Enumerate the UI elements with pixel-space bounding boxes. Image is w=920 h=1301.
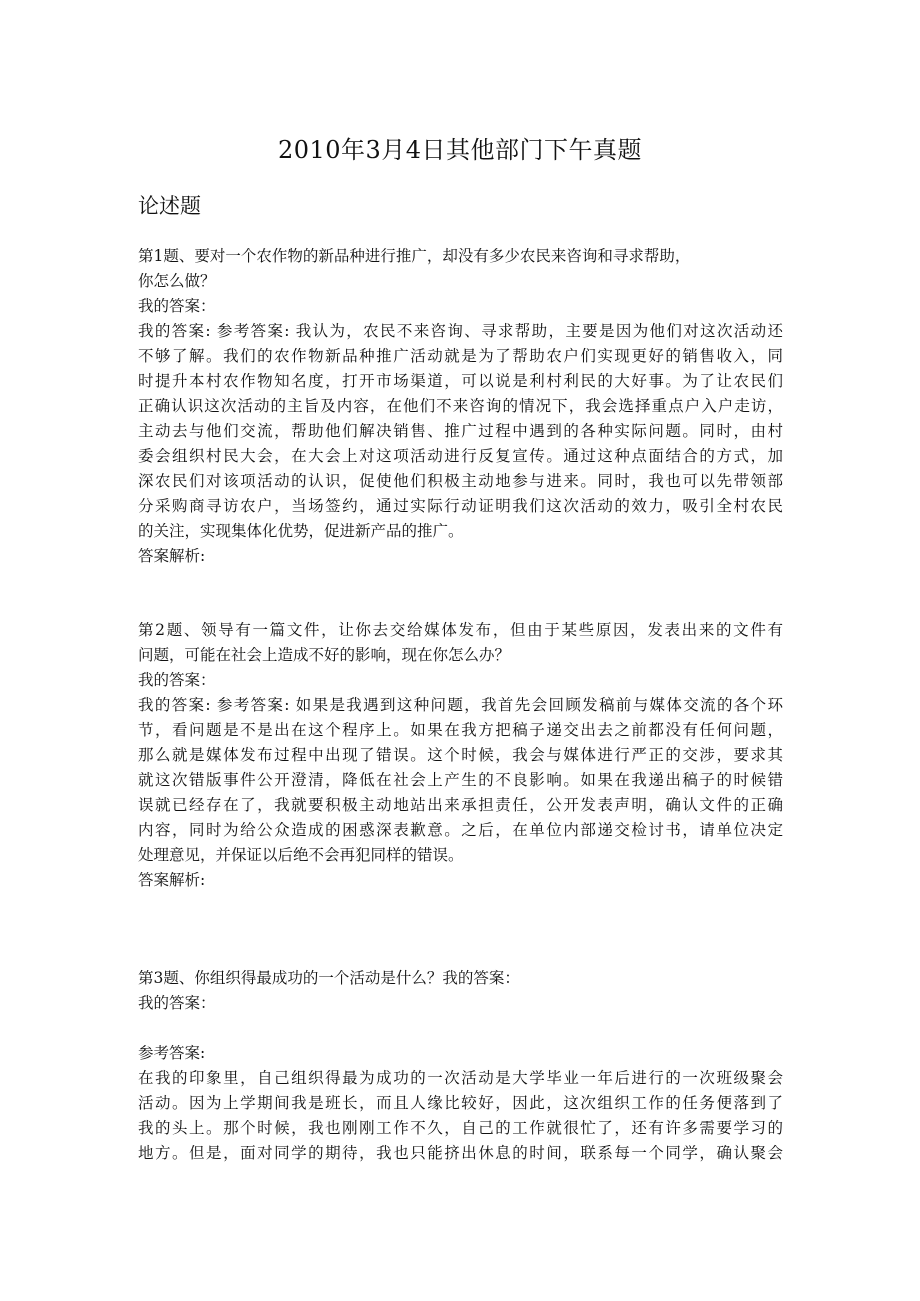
question-1-answer-line: 正确认识这次活动的主旨及内容，在他们不来咨询的情况下，我会选择重点户入户走访， xyxy=(138,397,783,415)
document-title: 2010年3月4日其他部门下午真题 xyxy=(277,136,643,164)
question-2-my-answer-label: 我的答案： xyxy=(138,671,216,689)
section-title: 论述题 xyxy=(138,194,201,218)
question-3 xyxy=(138,966,783,1166)
blank-spacer xyxy=(138,1016,783,1041)
question-1-answer-line: 分采购商寻访农户，当场签约，通过实际行动证明我们这次活动的效力，吸引全村农民 xyxy=(138,497,783,515)
question-1-answer-line: 时提升本村农作物知名度，打开市场渠道，可以说是利村利民的大好事。为了让农民们 xyxy=(138,372,783,390)
question-1-answer-line: 主动去与他们交流，帮助他们解决销售、推广过程中遇到的各种实际问题。同时，由村 xyxy=(138,422,783,440)
question-3-text-line-1: 第3题、你组织得最成功的一个活动是什么？我的答案： xyxy=(138,969,520,987)
question-2-analysis-label: 答案解析: xyxy=(138,871,206,889)
question-3-my-answer-label: 我的答案： xyxy=(138,994,216,1012)
question-2-answer-line: 处理意见，并保证以后绝不会再犯同样的错误。 xyxy=(138,846,464,864)
question-2-answer-line: 内容，同时为给公众造成的困惑深表歉意。之后，在单位内部递交检讨书，请单位决定 xyxy=(138,821,783,839)
question-2-text-line-1: 第2题、领导有一篇文件，让你去交给媒体发布，但由于某些原因，发表出来的文件有 xyxy=(138,621,783,639)
question-2 xyxy=(138,618,783,893)
question-3-answer-line: 我的头上。那个时候，我也刚刚工作不久，自己的工作就很忙了，还有许多需要学习的 xyxy=(138,1119,783,1137)
question-1 xyxy=(138,244,783,569)
question-3-answer-line: 活动。因为上学期间我是班长，而且人缘比较好，因此，这次组织工作的任务便落到了 xyxy=(138,1094,783,1112)
question-2-answer-line: 我的答案: 参考答案: 如果是我遇到这种问题，我首先会回顾发稿前与媒体交流的各个环 xyxy=(138,696,783,714)
question-2-answer-line: 就这次错版事件公开澄清，降低在社会上产生的不良影响。如果在我递出稿子的时候错 xyxy=(138,771,783,789)
question-2-text-line-2: 问题，可能在社会上造成不好的影响，现在你怎么办？ xyxy=(138,646,511,664)
question-1-analysis-label: 答案解析: xyxy=(138,547,206,565)
question-1-answer-line: 的关注，实现集体化优势，促进新产品的推广。 xyxy=(138,522,464,540)
question-3-answer-line: 地方。但是，面对同学的期待，我也只能挤出休息的时间，联系每一个同学，确认聚会 xyxy=(138,1144,783,1162)
question-1-answer-line: 不够了解。我们的农作物新品种推广活动就是为了帮助农户们实现更好的销售收入，同 xyxy=(138,347,783,365)
question-1-text-line-1: 第1题、要对一个农作物的新品种进行推广，却没有多少农民来咨询和寻求帮助， xyxy=(138,247,691,265)
question-1-my-answer-label: 我的答案： xyxy=(138,297,216,315)
question-1-answer-line: 委会组织村民大会，在大会上对这项活动进行反复宣传。通过这种点面结合的方式，加 xyxy=(138,447,783,465)
question-1-answer-line: 我的答案: 参考答案: 我认为，农民不来咨询、寻求帮助，主要是因为他们对这次活动还 xyxy=(138,322,783,340)
question-1-text-line-2: 你怎么做？ xyxy=(138,272,216,290)
question-2-answer-line: 节，看问题是不是出在这个程序上。如果在我方把稿子递交出去之前都没有任何问题， xyxy=(138,721,783,739)
question-3-answer-line: 在我的印象里，自己组织得最为成功的一次活动是大学毕业一年后进行的一次班级聚会 xyxy=(138,1069,783,1087)
question-2-answer-line: 误就已经存在了，我就要积极主动地站出来承担责任，公开发表声明，确认文件的正确 xyxy=(138,796,783,814)
question-3-reference-label: 参考答案: xyxy=(138,1044,206,1062)
question-1-answer-line: 深农民们对该项活动的认识，促使他们积极主动地参与进来。同时，我也可以先带领部 xyxy=(138,472,783,490)
question-2-answer-line: 那么就是媒体发布过程中出现了错误。这个时候，我会与媒体进行严正的交涉，要求其 xyxy=(138,746,783,764)
